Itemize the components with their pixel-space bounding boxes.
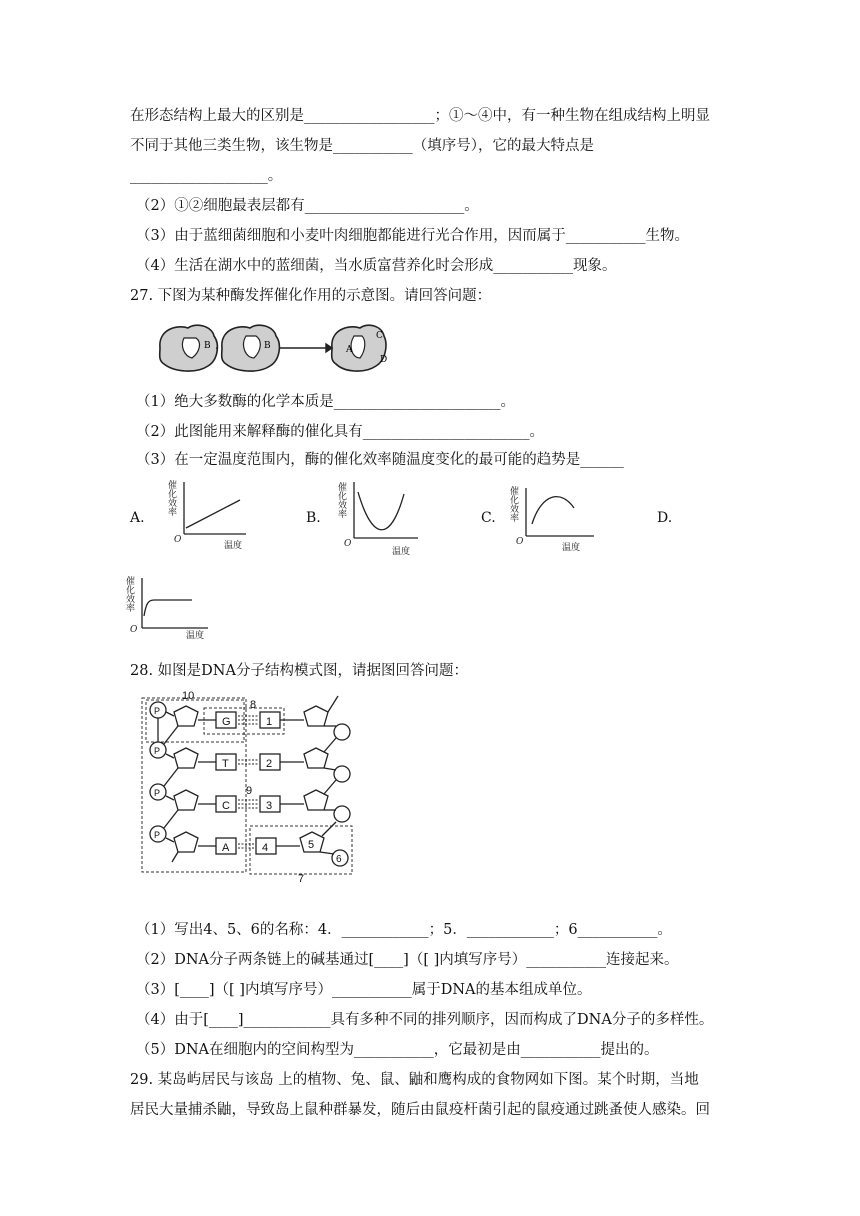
graph-b-origin: O — [344, 539, 352, 549]
text-line-3: ___________________。 — [130, 168, 283, 184]
dna-num-9: 9 — [246, 785, 253, 797]
graph-a-xlabel: 温度 — [224, 541, 243, 550]
dna-num-3: 3 — [266, 800, 273, 812]
dna-phosphate-3: P — [154, 788, 161, 798]
text-line-1: 在形态结构上最大的区别是__________________；①～④中，有一种生物在组成结构上明显 — [130, 108, 710, 124]
graph-c-ylabel-4: 率 — [510, 514, 520, 524]
option-d-label: D. — [657, 510, 673, 526]
graph-a — [168, 478, 258, 550]
dna-num-10: 10 — [182, 690, 195, 702]
graph-a-origin: O — [174, 535, 182, 545]
dna-base-g: G — [222, 716, 231, 728]
graph-c-xlabel: 温度 — [562, 543, 581, 553]
graph-a-ylabel-3: 效 — [168, 499, 178, 509]
text-line-27-2: （2）此图能用来解释酶的催化具有_______________________。 — [136, 424, 544, 440]
graph-c-ylabel-2: 化 — [510, 496, 520, 506]
text-line-4: （2）①②细胞最表层都有______________________。 — [136, 198, 479, 214]
graph-b-ylabel-2: 化 — [338, 492, 348, 502]
graph-c-origin: O — [516, 537, 524, 547]
graph-d-ylabel-2: 化 — [126, 586, 136, 596]
graph-a-ylabel-1: 催 — [168, 481, 178, 491]
text-line-29-2: 居民大量捕杀鼬，导致岛上鼠种群暴发，随后由鼠疫杆菌引起的鼠疫通过跳蚤使人感染。回 — [130, 1102, 710, 1118]
option-a-label: A. — [130, 510, 145, 526]
graph-d-xlabel: 温度 — [186, 631, 205, 640]
graph-b-ylabel-1: 催 — [338, 483, 348, 493]
enzyme-label-a: A — [346, 345, 353, 355]
dna-num-2: 2 — [266, 758, 273, 770]
graph-b-ylabel-3: 效 — [338, 501, 348, 511]
graph-d-origin: O — [130, 625, 138, 635]
dna-phosphate-1: P — [154, 706, 161, 716]
enzyme-diagram — [154, 318, 404, 376]
dna-num-1: 1 — [266, 716, 273, 728]
text-line-27-1: （1）绝大多数酶的化学本质是_______________________。 — [136, 394, 515, 410]
question-29: 29. 某岛屿居民与该岛 上的植物、兔、鼠、鼬和鹰构成的食物网如下图。某个时期，当地 — [130, 1072, 699, 1088]
dna-diagram — [138, 686, 360, 882]
graph-a-ylabel-4: 率 — [168, 508, 178, 518]
dna-num-7: 7 — [298, 873, 305, 882]
graph-a-ylabel-2: 化 — [168, 490, 178, 500]
text-line-6: （4）生活在湖水中的蓝细菌，当水质富营养化时会形成___________现象。 — [136, 258, 617, 274]
dna-num-5: 5 — [308, 839, 315, 851]
question-28: 28. 如图是DNA分子结构模式图，请据图回答问题： — [130, 663, 468, 679]
graph-c — [510, 484, 606, 554]
graph-d — [120, 572, 212, 640]
enzyme-label-b1: B — [204, 341, 211, 351]
graph-d-ylabel-3: 效 — [126, 595, 136, 605]
graph-c-ylabel-3: 效 — [510, 505, 520, 515]
text-line-28-1: （1）写出4、5、6的名称：4．____________；5．____________；6___________。 — [136, 922, 672, 938]
graph-c-ylabel-1: 催 — [510, 487, 520, 497]
text-line-2: 不同于其他三类生物，该生物是___________（填序号），它的最大特点是 — [130, 138, 594, 154]
dna-base-a: A — [222, 842, 230, 854]
graph-b — [338, 478, 428, 556]
graph-b-xlabel: 温度 — [392, 547, 411, 556]
enzyme-label-d: D — [380, 355, 388, 365]
enzyme-label-c: C — [376, 331, 383, 341]
text-line-27-3: （3）在一定温度范围内，酶的催化效率随温度变化的最可能的趋势是______ — [136, 452, 624, 468]
dna-num-8: 8 — [250, 699, 257, 711]
text-line-28-3: （3）[____]（[ ]内填写序号）___________属于DNA的基本组成单位。 — [136, 982, 592, 998]
dna-base-t: T — [222, 758, 229, 770]
option-b-label: B. — [306, 510, 321, 526]
text-line-5: （3）由于蓝细菌细胞和小麦叶肉细胞都能进行光合作用，因而属于___________生物。 — [136, 228, 689, 244]
graph-d-ylabel-4: 率 — [126, 604, 136, 614]
dna-base-c: C — [222, 800, 230, 812]
text-line-28-2: （2）DNA分子两条链上的碱基通过[____]（[ ]内填写序号）___________连接起来。 — [136, 952, 679, 968]
dna-phosphate-4: P — [154, 830, 161, 840]
question-27: 27. 下图为某种酶发挥催化作用的示意图。请回答问题： — [130, 288, 492, 304]
option-c-label: C. — [481, 510, 496, 526]
enzyme-label-b2: B — [264, 341, 271, 351]
text-line-28-5: （5）DNA在细胞内的空间构型为___________，它最初是由___________提出的。 — [136, 1042, 659, 1058]
text-line-28-4: （4）由于[____]____________具有多种不同的排列顺序，因而构成了DNA分子的多样性。 — [136, 1012, 714, 1028]
dna-phosphate-2: P — [154, 746, 161, 756]
dna-num-6: 6 — [336, 854, 342, 865]
graph-b-ylabel-4: 率 — [338, 510, 348, 520]
graph-d-ylabel-1: 催 — [126, 577, 136, 587]
dna-num-4: 4 — [262, 842, 269, 854]
